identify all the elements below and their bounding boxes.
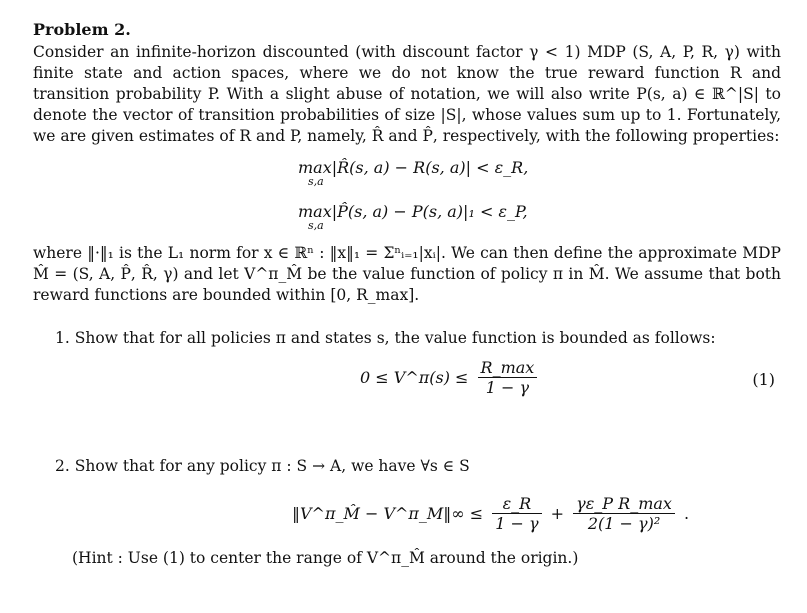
equation-difference-lhs: ‖V^π_M̂ − V^π_M‖∞ ≤ xyxy=(292,504,484,523)
equation-period: . xyxy=(684,504,690,523)
equation-value-difference xyxy=(292,494,689,542)
equation-value-bound xyxy=(360,358,541,402)
definition-paragraph: where ‖·‖₁ is the L₁ norm for x ∈ ℝⁿ : ‖x‖₁ = Σⁿᵢ₌₁|xᵢ|. We can then define the approximate MDP M̂ = (S, A, P̂, R̂, γ) and let V^π_M̂ be the value function of policy π in M̂. We assume that both reward functions are bounded within [0, R_max]. xyxy=(33,244,781,304)
equation-transition-bound xyxy=(298,202,528,232)
equation-number: (1) xyxy=(752,370,775,389)
equation-transition-text: max|P̂(s, a) − P(s, a)|₁ < ε_P, xyxy=(298,202,528,221)
fraction-reward-error xyxy=(492,494,541,533)
equation-transition-subscript: s,a xyxy=(308,219,324,232)
fraction-rmax-numerator: R_max xyxy=(478,358,538,378)
fraction-transition-error-denominator: 2(1 − γ)² xyxy=(587,514,661,533)
fraction-reward-error-numerator: ε_R xyxy=(492,494,541,514)
question-1: 1. Show that for all policies π and states s, the value function is bounded as follows: xyxy=(55,329,716,347)
problem-title: Problem 2. xyxy=(33,20,131,39)
fraction-rmax-denominator: 1 − γ xyxy=(485,378,530,397)
plus-sign: + xyxy=(550,504,565,523)
question-2: 2. Show that for any policy π : S → A, we have ∀s ∈ S xyxy=(55,457,470,475)
equation-value-lhs: 0 ≤ V^π(s) ≤ xyxy=(360,368,469,387)
fraction-rmax xyxy=(478,358,538,397)
equation-reward-bound xyxy=(298,158,529,188)
fraction-transition-error xyxy=(573,494,675,533)
intro-paragraph: Consider an infinite-horizon discounted (with discount factor γ < 1) MDP (S, A, P, R, γ) with finite state and action spaces, where we do not know the true reward function R and transition probability P. With a slight abuse of notation, we will also write P(s, a) ∈ ℝ^|S| to denote the vector of transition probabilities of size |S|, whose values sum up to 1. Fortunately, we are given estimates of R and P, namely, R̂ and P̂, respectively, with the following properties: xyxy=(33,43,781,145)
hint-text: (Hint : Use (1) to center the range of V^π_M̂ around the origin.) xyxy=(72,549,579,567)
equation-reward-subscript: s,a xyxy=(308,175,324,188)
equation-reward-text: max|R̂(s, a) − R(s, a)| < ε_R, xyxy=(298,158,529,177)
fraction-transition-error-numerator: γε_P R_max xyxy=(573,494,675,514)
fraction-reward-error-denominator: 1 − γ xyxy=(495,514,539,533)
